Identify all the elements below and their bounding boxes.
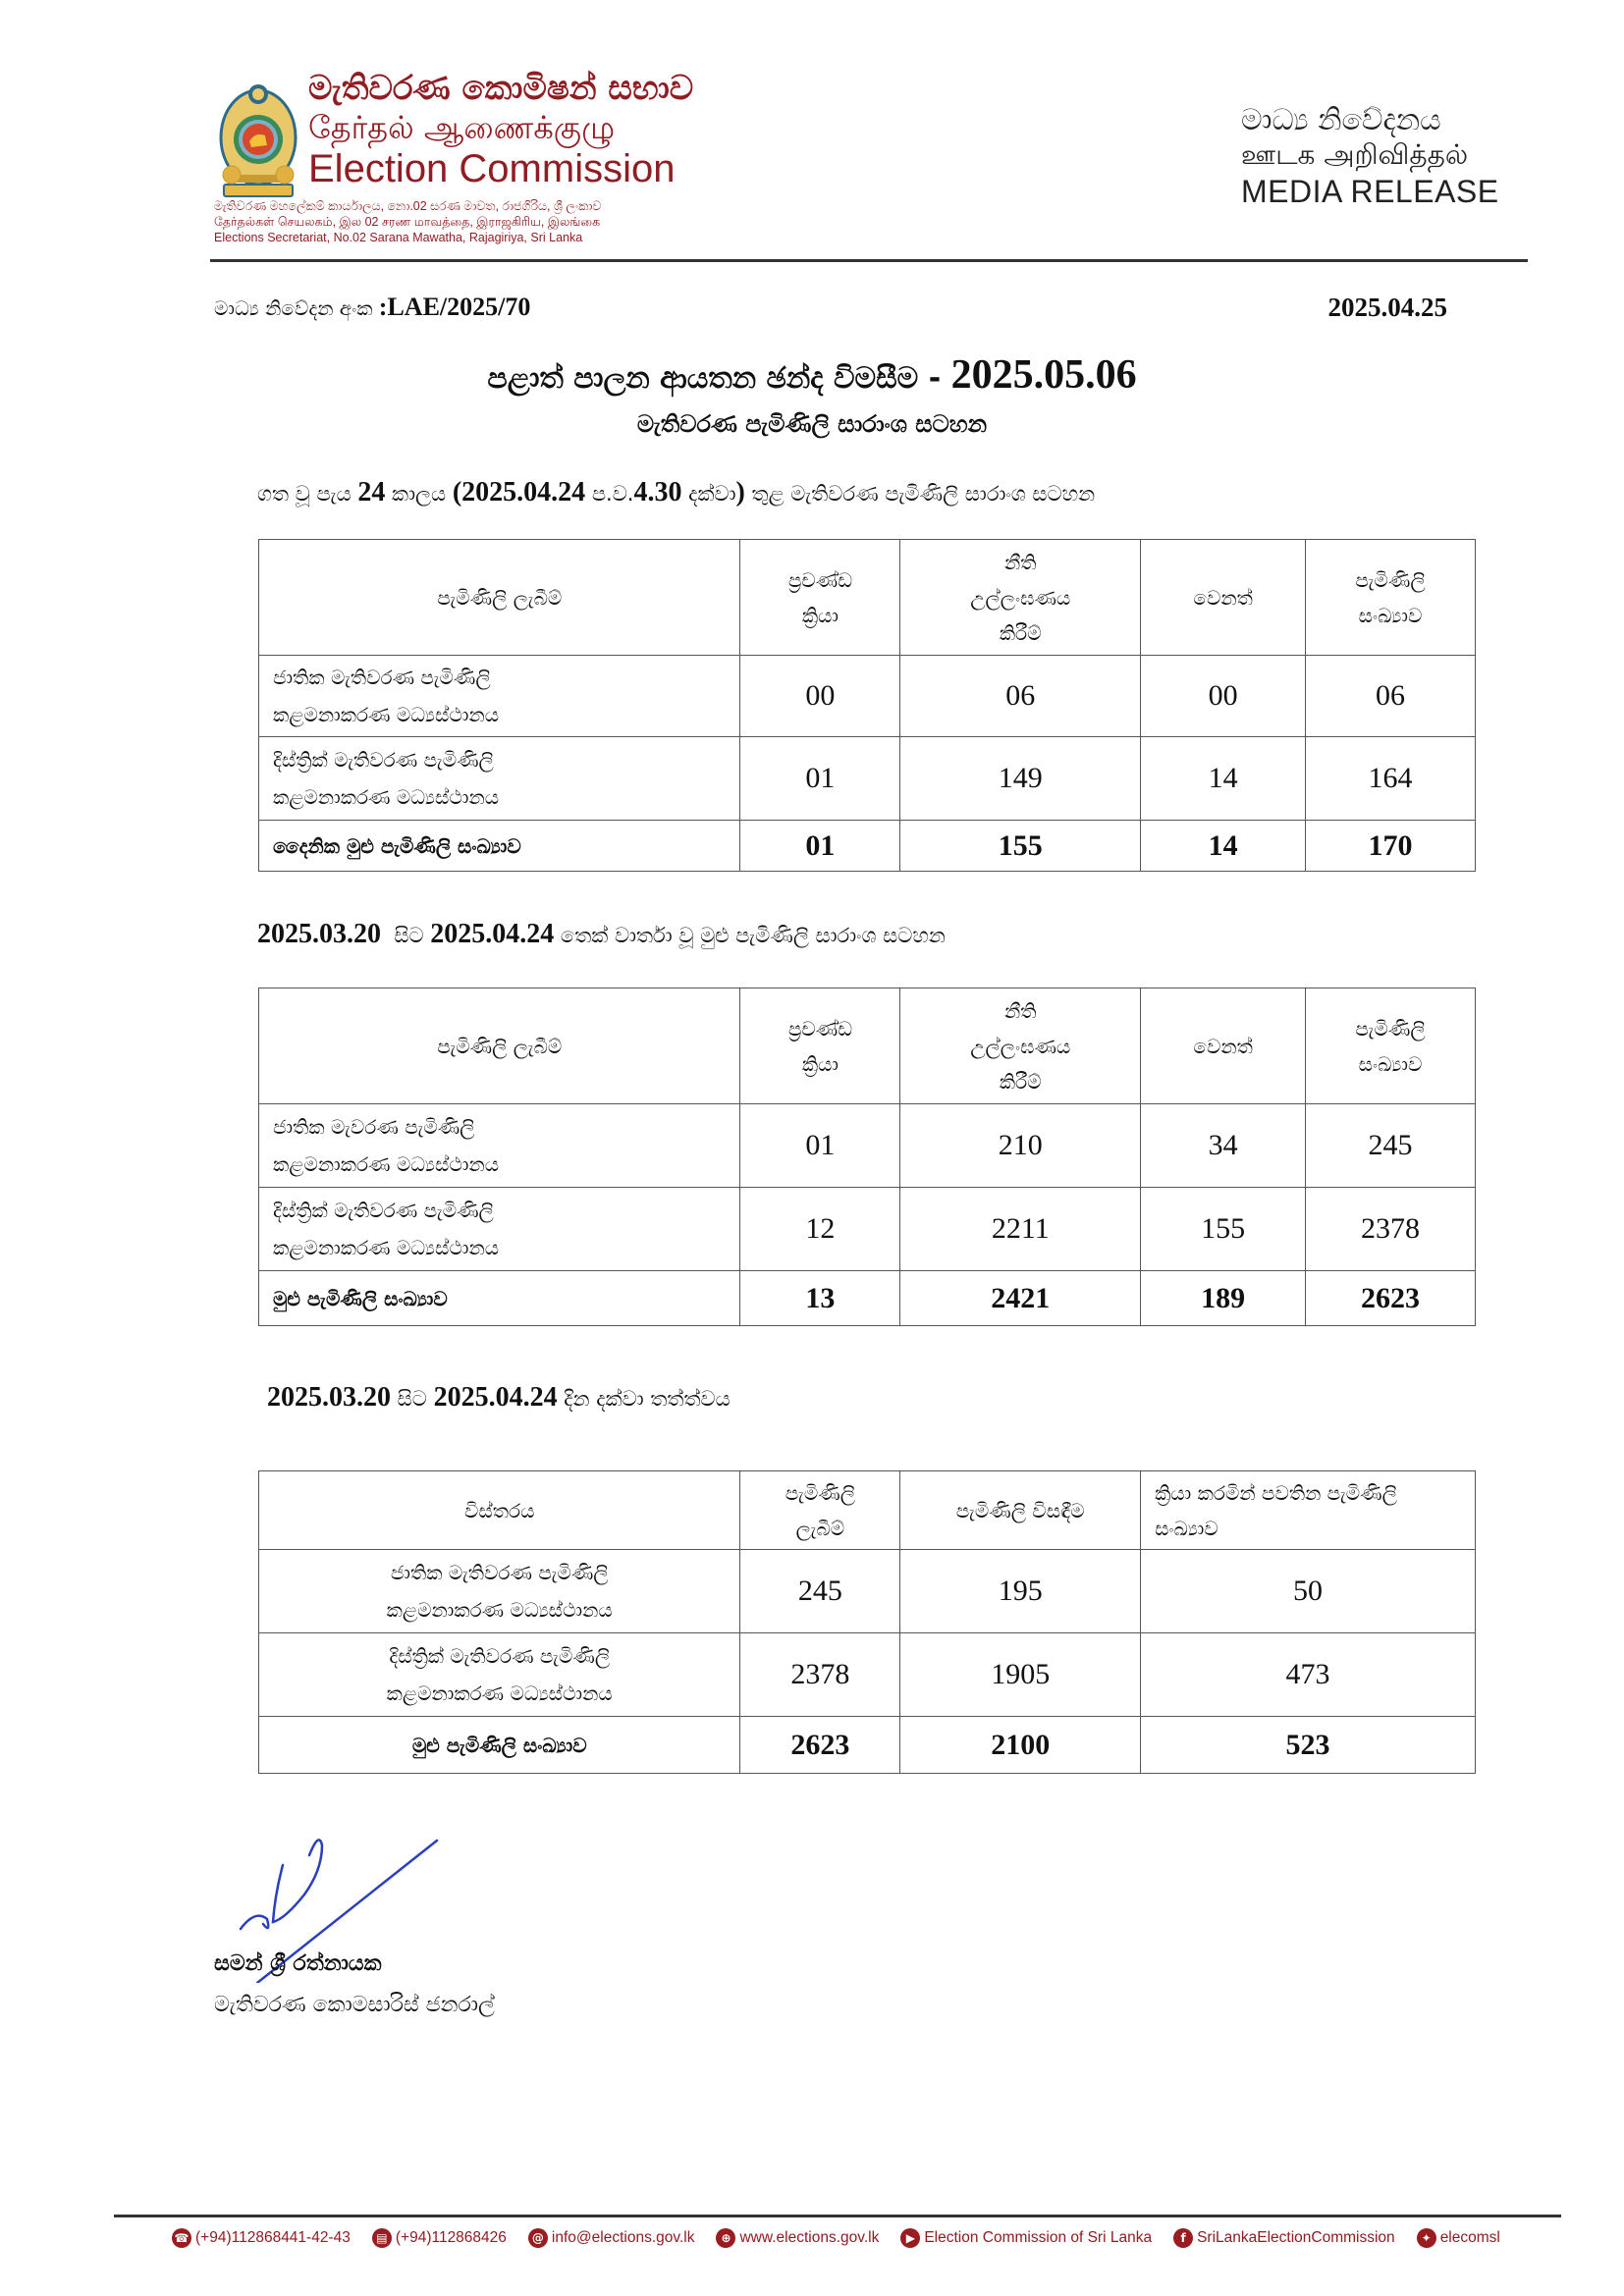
row-label-line: කළමනාකරණ මධ්‍යස්ථානය — [273, 1152, 500, 1176]
release-date: 2025.04.25 — [1327, 293, 1447, 322]
col-header: පැමිණිලි ලැබීම් — [259, 540, 740, 656]
email-text: info@elections.gov.lk — [551, 2229, 695, 2246]
youtube-text: Election Commission of Sri Lanka — [924, 2229, 1153, 2246]
total-value: 170 — [1306, 821, 1476, 872]
page-subtitle: මැතිවරණ පැමිණිලි සාරාංශ සටහන — [636, 410, 988, 438]
table-row — [259, 1633, 1476, 1717]
total-row — [259, 1271, 1476, 1326]
twitter-icon: ✦ — [1417, 2228, 1436, 2248]
row-label-line: කළමනාකරණ මධ්‍යස්ථානය — [273, 1236, 500, 1259]
row-label — [259, 1104, 740, 1188]
media-release-heading — [1241, 103, 1526, 211]
election-date: 2025.05.06 — [950, 352, 1137, 398]
cell-value: 155 — [1141, 1188, 1306, 1271]
total-label: මුළු පැමිණිලි සංඛ්‍යාව — [259, 1271, 740, 1326]
address-tamil: தேர்தல்கள் செயலகம், இல 02 சரண மாவத்தை, இராஜகிரிய, இலங்கை — [214, 215, 601, 229]
table-header-row — [259, 540, 1476, 656]
cell-value: 195 — [900, 1550, 1141, 1633]
cell-value: 06 — [900, 656, 1141, 737]
col-header-text: පැමිණිලි ලැබීම් — [785, 1480, 855, 1540]
status-table — [258, 1470, 1476, 1774]
header-divider — [210, 259, 1528, 262]
youtube-icon: ▶ — [900, 2228, 920, 2248]
cell-value: 01 — [740, 1104, 900, 1188]
table-header-row — [259, 988, 1476, 1104]
col-header-text: පැමිණිලි සංඛ්‍යාව — [1355, 567, 1426, 627]
cell-value: 473 — [1141, 1633, 1476, 1717]
cell-value: 34 — [1141, 1104, 1306, 1188]
total-label: මුළු පැමිණිලි සංඛ්‍යාව — [259, 1717, 740, 1774]
col-header — [900, 988, 1141, 1104]
fax-text: (+94)112868426 — [395, 2229, 507, 2246]
total-value: 189 — [1141, 1271, 1306, 1326]
row-label-line: කළමනාකරණ මධ්‍යස්ථානය — [273, 703, 500, 726]
phone-icon: ☎ — [172, 2228, 191, 2248]
section1-heading — [257, 477, 1095, 508]
s1-date: (2025.04.24 — [452, 477, 586, 507]
col-header — [1306, 988, 1476, 1104]
fax-icon: ▤ — [372, 2228, 392, 2248]
row-label-line: දිස්ත්‍රික් මැතිවරණ පැමිණිලි — [273, 1199, 494, 1222]
s1-text-2: කාලය — [385, 482, 453, 506]
org-name-tamil: தேர்தல் ஆணைக்குழு — [308, 109, 616, 146]
s2-start-date: 2025.03.20 — [257, 919, 381, 949]
footer-phone[interactable] — [172, 2228, 351, 2248]
address-english: Elections Secretariat, No.02 Sarana Mawatha, Rajagiriya, Sri Lanka — [214, 231, 583, 244]
footer-fax[interactable] — [372, 2228, 507, 2248]
row-label-line: ජාතික මැවරණ පැමිණිලි — [273, 1115, 475, 1139]
s1-text-3: තුළ මැතිවරණ පැමිණිලි සාරාංශ සටහන — [744, 482, 1096, 506]
row-label-line: දිස්ත්‍රික් මැතිවරණ පැමිණිලි — [273, 748, 494, 772]
contact-footer — [172, 2228, 1566, 2248]
cell-value: 00 — [740, 656, 900, 737]
cell-value: 245 — [740, 1550, 900, 1633]
row-label — [259, 656, 740, 737]
facebook-text: SriLankaElectionCommission — [1197, 2229, 1395, 2246]
cell-value: 14 — [1141, 737, 1306, 821]
s2-from: සිට — [381, 924, 431, 947]
s1-until: දක්වා — [681, 482, 736, 506]
table-row — [259, 737, 1476, 821]
globe-icon: ⊕ — [716, 2228, 735, 2248]
s1-time: 4.30 — [633, 477, 682, 507]
letterhead-logo — [214, 69, 709, 245]
s3-text: දින දක්වා තත්ත්වය — [557, 1387, 731, 1411]
cell-value: 2378 — [1306, 1188, 1476, 1271]
media-release-english: MEDIA RELEASE — [1241, 174, 1499, 209]
col-header-text: ක්‍රියා කරමින් පවතින පැමිණිලි සංඛ්‍යාව — [1155, 1480, 1397, 1540]
facebook-icon: f — [1173, 2228, 1193, 2248]
row-label-line: ජාතික මැතිවරණ පැමිණිලි — [390, 1561, 609, 1584]
total-value: 14 — [1141, 821, 1306, 872]
sri-lanka-emblem-icon — [218, 77, 298, 202]
row-label — [259, 1633, 740, 1717]
cell-value: 50 — [1141, 1550, 1476, 1633]
total-value: 2100 — [900, 1717, 1141, 1774]
twitter-text: elecomsl — [1439, 2229, 1500, 2246]
s2-text: තෙක් වාර්තා වූ මුළු පැමිණිලි සාරාංශ සටහන — [554, 924, 946, 947]
s3-start-date: 2025.03.20 — [267, 1382, 391, 1413]
col-header-text: ප්‍රචණ්ඩ ක්‍රියා — [787, 1016, 853, 1076]
email-icon: @ — [528, 2228, 548, 2248]
footer-email[interactable] — [528, 2228, 695, 2248]
cell-value: 164 — [1306, 737, 1476, 821]
total-value: 155 — [900, 821, 1141, 872]
s2-end-date: 2025.04.24 — [430, 919, 555, 949]
reference-number: :LAE/2025/70 — [378, 293, 531, 321]
org-name-english: Election Commission — [308, 147, 676, 190]
footer-web[interactable] — [716, 2228, 879, 2248]
section2-heading — [257, 919, 946, 950]
title-text: පළාත් පාලන ආයතන ඡන්ද විමසීම - — [487, 361, 951, 396]
phone-text: (+94)112868441-42-43 — [195, 2229, 351, 2246]
cell-value: 1905 — [900, 1633, 1141, 1717]
total-value: 2623 — [740, 1717, 900, 1774]
cell-value: 06 — [1306, 656, 1476, 737]
col-header: විස්තරය — [259, 1471, 740, 1550]
cell-value: 2211 — [900, 1188, 1141, 1271]
cell-value: 210 — [900, 1104, 1141, 1188]
col-header-text: නීති උල්ලංඝණය කිරීම් — [970, 998, 1071, 1094]
cell-value: 01 — [740, 737, 900, 821]
total-row — [259, 1717, 1476, 1774]
address-sinhala: මැතිවරණ මහලේකම් කාර්යාලය, නො.02 සරණ මාවත, රාජගිරිය, ශ්‍රී ලංකාව — [214, 199, 602, 213]
org-name-sinhala: මැතිවරණ කොමිෂන් සභාව — [308, 69, 694, 108]
col-header — [740, 540, 900, 656]
address-block — [214, 198, 601, 245]
daily-complaints-table — [258, 539, 1476, 872]
table-header-row — [259, 1471, 1476, 1550]
footer-twitter[interactable] — [1417, 2228, 1500, 2248]
cell-value: 00 — [1141, 656, 1306, 737]
total-value: 2421 — [900, 1271, 1141, 1326]
total-value: 523 — [1141, 1717, 1476, 1774]
table-row — [259, 1104, 1476, 1188]
row-label-line: ජාතික මැතිවරණ පැමිණිලි — [273, 666, 491, 689]
web-text: www.elections.gov.lk — [739, 2229, 880, 2246]
total-value: 2623 — [1306, 1271, 1476, 1326]
total-label: දෛනික මුළු පැමිණිලි සංඛ්‍යාව — [259, 821, 740, 872]
table-row — [259, 1550, 1476, 1633]
row-label — [259, 1550, 740, 1633]
s1-text-1: ගත වූ පැය — [257, 482, 358, 506]
page-title — [0, 351, 1624, 399]
cell-value: 2378 — [740, 1633, 900, 1717]
row-label-line: කළමනාකරණ මධ්‍යස්ථානය — [386, 1682, 613, 1705]
table-row — [259, 656, 1476, 737]
row-label — [259, 1188, 740, 1271]
total-value: 01 — [740, 821, 900, 872]
col-header: පැමිණිලි ලැබීම් — [259, 988, 740, 1104]
col-header-text: නීති උල්ලංඝණය කිරීම් — [970, 550, 1071, 645]
row-label — [259, 737, 740, 821]
media-release-tamil: ஊடக அறிவித்தல் — [1241, 138, 1469, 171]
footer-facebook[interactable] — [1173, 2228, 1395, 2248]
section3-heading — [267, 1382, 731, 1414]
signer-name: සමන් ශ්‍රී රත්නායක — [214, 1951, 382, 1976]
media-release-sinhala: මාධ්‍ය නිවේදනය — [1241, 103, 1441, 137]
release-reference — [214, 293, 530, 322]
col-header — [1306, 540, 1476, 656]
footer-youtube[interactable] — [900, 2228, 1152, 2248]
signer-title: මැතිවරණ කොමසාරිස් ජනරාල් — [214, 1993, 495, 2017]
col-header: වෙනත් — [1141, 540, 1306, 656]
cell-value: 245 — [1306, 1104, 1476, 1188]
s1-hours: 24 — [357, 477, 386, 507]
col-header-text: ප්‍රචණ්ඩ ක්‍රියා — [787, 567, 853, 627]
table-row — [259, 1188, 1476, 1271]
col-header — [740, 988, 900, 1104]
cell-value: 149 — [900, 737, 1141, 821]
col-header-text: පැමිණිලි සංඛ්‍යාව — [1355, 1016, 1426, 1076]
cell-value: 12 — [740, 1188, 900, 1271]
s1-pm: ප.ව. — [585, 482, 634, 506]
row-label-line: දිස්ත්‍රික් මැතිවරණ පැමිණිලි — [389, 1644, 611, 1668]
col-header: වෙනත් — [1141, 988, 1306, 1104]
total-value: 13 — [740, 1271, 900, 1326]
col-header — [740, 1471, 900, 1550]
col-header — [1141, 1471, 1476, 1550]
s1-paren: ) — [735, 477, 745, 507]
s3-end-date: 2025.04.24 — [433, 1382, 558, 1413]
cumulative-complaints-table — [258, 988, 1476, 1326]
footer-divider — [114, 2215, 1561, 2217]
col-header — [900, 540, 1141, 656]
col-header: පැමිණිලි විසඳීම — [900, 1471, 1141, 1550]
row-label-line: කළමනාකරණ මධ්‍යස්ථානය — [273, 785, 500, 809]
reference-label: මාධ්‍ය නිවේදන අංක — [214, 296, 379, 320]
row-label-line: කළමනාකරණ මධ්‍යස්ථානය — [386, 1598, 613, 1622]
s3-from: සිට — [391, 1387, 434, 1411]
total-row — [259, 821, 1476, 872]
